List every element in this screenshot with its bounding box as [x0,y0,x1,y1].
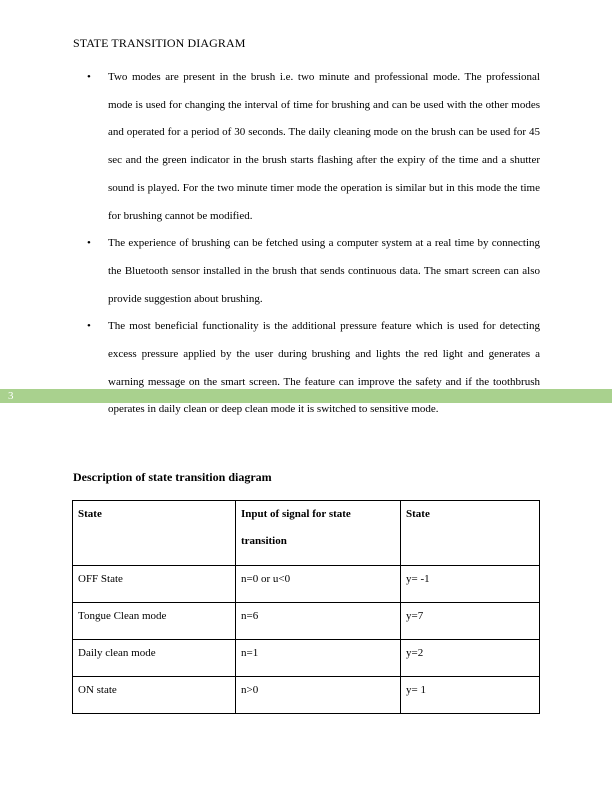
list-item [73,64,540,230]
header-cell-state: State [73,501,236,566]
table-cell: y= 1 [401,677,540,714]
table-cell: Daily clean mode [73,640,236,677]
header-cell-next-state: State [401,501,540,566]
page-number: 3 [8,390,14,402]
list-item [73,230,540,313]
bullet-text: The experience of brushing can be fetched using a computer system at a real time by connecting the Bluetooth sensor installed in the brush that sends continuous data. The smart screen can also provide suggestion about brushing. [108,237,540,305]
table-row [73,603,540,640]
table-row [73,566,540,603]
bullet-icon: • [87,71,91,83]
bullet-text: Two modes are present in the brush i.e. two minute and professional mode. The professional mode is used for changing the interval of time for brushing and can be used with the other modes and operated for a period of 30 seconds. The daily cleaning mode on the brush can be used for 45 sec and the green indicator in the brush starts flashing after the expiry of the time and a shutter sound is played. For the two minute timer mode the operation is similar but in this mode the time for brushing cannot be modified. [108,71,540,222]
bullet-list [73,64,540,424]
table-cell: OFF State [73,566,236,603]
header-cell-input: Input of signal for state transition [236,501,401,566]
table-cell: Tongue Clean mode [73,603,236,640]
bullet-text: The most beneficial functionality is the additional pressure feature which is used for detecting excess pressure applied by the user during brushing and lights the red light and generates a warning message on the smart screen. The feature can improve the safety and if the toothbrush operates in daily clean or deep clean mode it is switched to sensitive mode. [108,320,540,416]
table-cell: n>0 [236,677,401,714]
section-title: Description of state transition diagram [73,470,272,484]
table-cell: ON state [73,677,236,714]
table-cell: n=6 [236,603,401,640]
table-cell: y= -1 [401,566,540,603]
running-header: STATE TRANSITION DIAGRAM [73,36,246,50]
table-cell: n=1 [236,640,401,677]
table-header-row [73,501,540,566]
list-item [73,313,540,424]
state-table [72,500,540,714]
bullet-icon: • [87,237,91,250]
table-cell: y=7 [401,603,540,640]
page-number-band [0,389,612,403]
table-cell: y=2 [401,640,540,677]
table-cell: n=0 or u<0 [236,566,401,603]
table-row [73,677,540,714]
table-row [73,640,540,677]
bullet-icon: • [87,320,91,333]
